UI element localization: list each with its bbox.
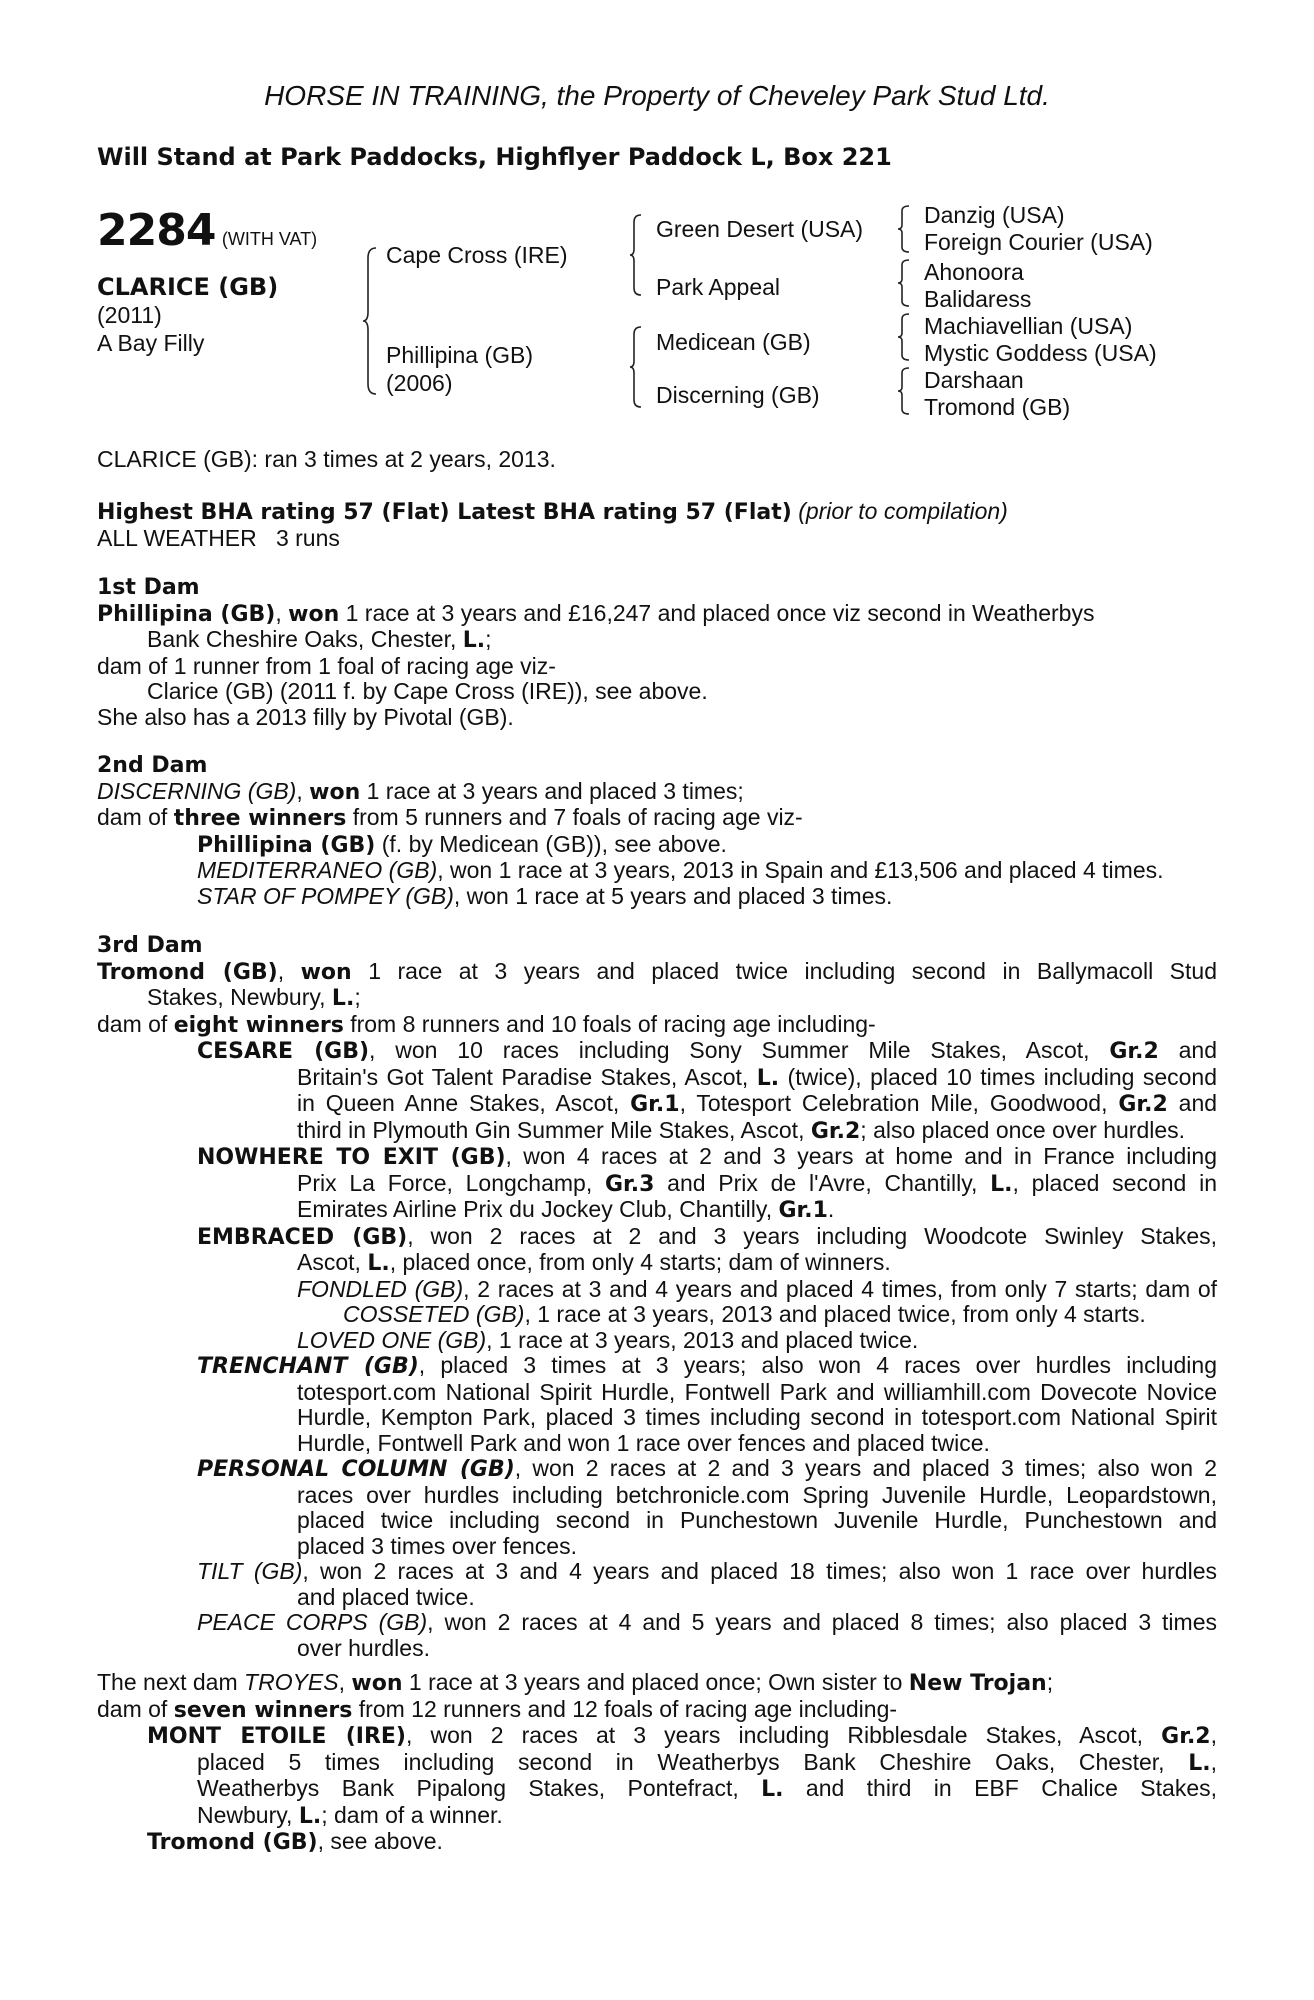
pedigree-brace-dam — [629, 325, 643, 409]
first-dam-section: 1st Dam Phillipina (GB), won 1 race at 3 years and £16,247 and placed once viz second in Weatherbys Bank Cheshire Oaks, Chester, L.; dam of 1 runner from 1 foal of racing age viz- Clarice (GB) (2011 f. by Cape Cross (IRE)), see above. She also has a 2013 filly by Pivotal (GB). — [97, 575, 1217, 730]
race-record — [97, 447, 1217, 473]
second-dam-section: 2nd Dam DISCERNING (GB), won 1 race at 3 years and placed 3 times; dam of three winners from 5 runners and 7 foals of racing age viz- Phillipina (GB) (f. by Medicean (GB)), see above. MEDITERRANEO (GB), won 1 race at 3 years, 2013 in Spain and £13,506 and placed 4 times. STAR OF POMPEY (GB), won 1 race at 5 years and placed 3 times. — [97, 753, 1217, 909]
trenchant-name: TRENCHANT (GB) — [197, 1354, 419, 1379]
horse-description: A Bay Filly — [97, 330, 205, 356]
pedigree-brace-gd — [897, 204, 911, 254]
pedigree-gen3-5: Machiavellian (USA) — [924, 313, 1133, 339]
next-dam-name: TROYES — [244, 1669, 339, 1695]
pedigree-gen3-3: Ahonoora — [924, 259, 1024, 285]
lot-number: 2284 — [97, 205, 216, 256]
runs-summary: CLARICE (GB): ran 3 times at 2 years, 2013. — [97, 446, 556, 472]
pedigree-gen2-1: Green Desert (USA) — [656, 216, 864, 242]
horse-name: CLARICE (GB) — [97, 273, 279, 301]
next-dam-section: The next dam TROYES, won 1 race at 3 years and placed once; Own sister to New Trojan; dam of seven winners from 12 runners and 12 foals of racing age including- MONT ETOILE (IRE), won 2 races at 3 years including Ribblesdale Stakes, Ascot, Gr.2, placed 5 times including second in Weatherbys Bank Cheshire Oaks, Chester, L., Weatherbys Bank Pipalong Stakes, Pontefract, L. and third in EBF Chalice Stakes, Newbury, L.; dam of a winner. Tromond (GB), see above. — [97, 1669, 1218, 1855]
horse-year: (2011) — [97, 302, 162, 328]
page-title: HORSE IN TRAINING, the Property of Cheveley Park Stud Ltd. — [264, 80, 1050, 111]
bha-rating: Highest BHA rating 57 (Flat) Latest BHA rating 57 (Flat) — [97, 500, 792, 525]
ratings-block — [97, 499, 1217, 551]
second-dam-heading: 2nd Dam — [97, 753, 208, 778]
pedigree-gen3-8: Tromond (GB) — [924, 394, 1071, 420]
mont-etoile-name: MONT ETOILE (IRE) — [147, 1724, 406, 1749]
third-dam-section: 3rd Dam Tromond (GB), won 1 race at 3 years and placed twice including second in Ballymacoll Stud Stakes, Newbury, L.; dam of eight winners from 8 runners and 10 foals of racing age including- CESARE (GB), won 10 races including Sony Summer Mile Stakes, Ascot, Gr.2 and Britain's Got Talent Paradise Stakes, Ascot, L. (twice), placed 10 times including second in Queen Anne Stakes, Ascot, Gr.1, Totesport Celebration Mile, Goodwood, Gr.2 and third in Plymouth Gin Summer Mile Stakes, Ascot, Gr.2; also placed once over hurdles. NOWHERE TO EXIT (GB), won 4 races at 2 and 3 years at home and in France including Prix La Force, Longchamp, Gr.3 and Prix de l'Avre, Chantilly, L., placed second in Emirates Airline Prix du Jockey Club, Chantilly, Gr.1. EMBRACED (GB), won 2 races at 2 and 3 years including Woodcote Swinley Stakes, Ascot, L., placed once, from only 4 starts; dam of winners. FONDLED (GB), 2 races at 3 and 4 years and placed 4 times, from only 7 starts; dam of COSSETED (GB), 1 race at 3 years, 2013 and placed twice, from only 4 starts. LOVED ONE (GB), 1 race at 3 years, 2013 and placed twice. TRENCHANT (GB), placed 3 times at 3 years; also won 4 races over hurdles including totesport.com National Spirit Hurdle, Fontwell Park and williamhill.com Dovecote Novice Hurdle, Kempton Park, placed 3 times including second in totesport.com National Spirit Hurdle, Fontwell Park and won 1 race over fences and placed twice. PERSONAL COLUMN (GB), won 2 races at 2 and 3 years and placed 3 times; also won 2 races over hurdles including betchronicle.com Spring Juvenile Hurdle, Leopardstown, placed twice including second in Punchestown Juvenile Hurdle, Punchestown and placed 3 times over fences. TILT (GB), won 2 races at 3 and 4 years and placed 18 times; also won 1 race over hurdles and placed twice. PEACE CORPS (GB), won 2 races at 4 and 5 years and placed 8 times; also placed 3 times over hurdles. — [97, 933, 1218, 1661]
pedigree-sire: Cape Cross (IRE) — [386, 242, 568, 268]
embraced-name: EMBRACED (GB) — [197, 1224, 408, 1250]
pedigree-gen3-4: Balidaress — [924, 286, 1032, 312]
stand-location: Will Stand at Park Paddocks, Highflyer Paddock L, Box 221 — [97, 143, 892, 171]
second-dam-name: DISCERNING (GB) — [97, 777, 297, 804]
rating-note: (prior to compilation) — [798, 498, 1008, 524]
personal-column-name: PERSONAL COLUMN (GB) — [197, 1457, 515, 1482]
loved-one-name: LOVED ONE (GB) — [297, 1326, 487, 1353]
pedigree-dam-year: (2006) — [386, 370, 453, 396]
lot-number-block — [97, 205, 317, 256]
pedigree-brace-dis — [897, 366, 911, 416]
cosseted-name: COSSETED (GB) — [343, 1301, 525, 1327]
third-dam-heading: 3rd Dam — [97, 933, 203, 958]
third-dam-name: Tromond (GB) — [97, 959, 278, 985]
vat-note: (WITH VAT) — [221, 229, 318, 249]
pedigree-brace-sire — [629, 213, 643, 297]
pedigree-gen3-7: Darshaan — [924, 367, 1024, 393]
nowhere-name: NOWHERE TO EXIT (GB) — [197, 1145, 506, 1170]
first-dam-heading: 1st Dam — [97, 575, 200, 600]
first-dam-produce: Clarice (GB) (2011 f. by Cape Cross (IRE)), see above. — [147, 678, 708, 704]
pedigree-brace-main — [362, 246, 378, 396]
pedigree-gen3-1: Danzig (USA) — [924, 202, 1065, 228]
pedigree-gen3-6: Mystic Goddess (USA) — [924, 340, 1157, 366]
pedigree-brace-med — [897, 312, 911, 362]
first-dam-name: Phillipina (GB) — [97, 601, 276, 627]
tromond-name: Tromond (GB) — [147, 1830, 318, 1855]
cesare-name: CESARE (GB) — [197, 1039, 370, 1064]
pedigree-brace-pa — [897, 258, 911, 308]
all-weather-label: ALL WEATHER — [97, 524, 257, 551]
tilt-name: TILT (GB) — [197, 1558, 303, 1584]
fondled-name: FONDLED (GB) — [297, 1275, 464, 1302]
peace-corps-name: PEACE CORPS (GB) — [197, 1609, 428, 1635]
pedigree-gen2-4: Discerning (GB) — [656, 382, 820, 408]
pedigree-gen2-2: Park Appeal — [656, 274, 781, 300]
pedigree-gen3-2: Foreign Courier (USA) — [924, 229, 1153, 255]
all-weather-runs: 3 runs — [275, 524, 340, 551]
pedigree-dam: Phillipina (GB) — [386, 342, 533, 368]
pedigree-gen2-3: Medicean (GB) — [656, 329, 811, 355]
